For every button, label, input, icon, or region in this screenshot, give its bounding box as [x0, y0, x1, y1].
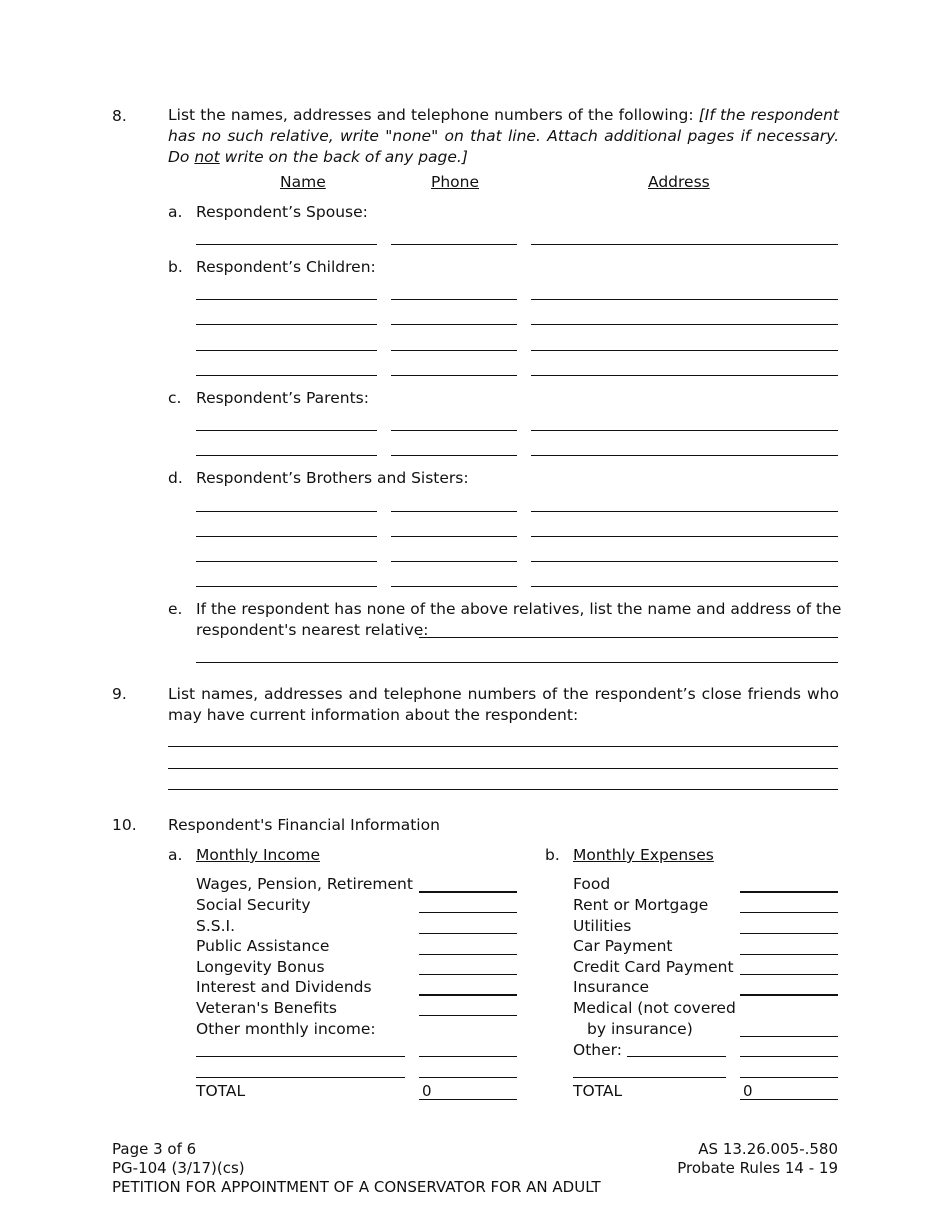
child-address-field[interactable] [531, 299, 838, 300]
parent-phone-field[interactable] [391, 455, 517, 456]
child-name-field[interactable] [196, 350, 377, 351]
item-8-intro [168, 105, 839, 168]
sibling-phone-field[interactable] [391, 586, 517, 587]
sibling-phone-field[interactable] [391, 511, 517, 512]
income-total-field[interactable]: 0 [419, 1082, 517, 1100]
expense-credit-card-label: Credit Card Payment [573, 958, 734, 976]
item-8b-letter: b. [168, 258, 183, 276]
sibling-phone-field[interactable] [391, 561, 517, 562]
item-8-instructions-a: [If the respondent has no such relative, write "none" on that line. Attach additional pages if necessary. Do [168, 106, 839, 166]
item-10-title: Respondent's Financial Information [168, 816, 440, 834]
item-8c-letter: c. [168, 389, 182, 407]
footer-form-number: PG-104 (3/17)(cs) [112, 1159, 245, 1177]
nearest-relative-field-2[interactable] [196, 662, 838, 663]
expense-car-payment-field[interactable] [740, 954, 838, 955]
income-veterans-label: Veteran's Benefits [196, 999, 337, 1017]
parent-name-field[interactable] [196, 430, 377, 431]
column-header-phone: Phone [431, 173, 480, 191]
child-name-field[interactable] [196, 299, 377, 300]
income-public-assistance-field[interactable] [419, 954, 517, 955]
expense-car-payment-label: Car Payment [573, 937, 673, 955]
child-address-field[interactable] [531, 350, 838, 351]
income-veterans-field[interactable] [419, 1015, 517, 1016]
expense-medical-label-cont: by insurance) [587, 1020, 693, 1038]
friend-field[interactable] [168, 746, 838, 747]
friend-field[interactable] [168, 789, 838, 790]
expenses-heading: Monthly Expenses [573, 846, 714, 864]
income-letter: a. [168, 846, 183, 864]
item-8d-label: Respondent’s Brothers and Sisters: [196, 469, 469, 487]
expense-other-amount-field-2[interactable] [740, 1077, 838, 1078]
footer-page-number: Page 3 of 6 [112, 1140, 197, 1158]
spouse-name-field[interactable] [196, 244, 377, 245]
expenses-letter: b. [545, 846, 560, 864]
item-9-text: List names, addresses and telephone numbers of the respondent’s close friends who may have current information about the respondent: [168, 685, 839, 724]
expense-insurance-label: Insurance [573, 978, 650, 996]
expense-rent-label: Rent or Mortgage [573, 896, 709, 914]
expense-food-label: Food [573, 875, 611, 893]
expense-other-label: Other: [573, 1041, 622, 1059]
item-8-instructions-not: not [194, 148, 220, 166]
income-ssi-label: S.S.I. [196, 917, 236, 935]
expense-other-description-field[interactable] [627, 1056, 726, 1057]
nearest-relative-field[interactable] [419, 637, 838, 638]
sibling-name-field[interactable] [196, 586, 377, 587]
expense-medical-field[interactable] [740, 1036, 838, 1037]
sibling-address-field[interactable] [531, 561, 838, 562]
income-wages-label: Wages, Pension, Retirement [196, 875, 413, 893]
income-longevity-bonus-field[interactable] [419, 974, 517, 975]
income-other-amount-field[interactable] [419, 1056, 517, 1057]
expenses-total-field[interactable]: 0 [740, 1082, 838, 1100]
child-phone-field[interactable] [391, 299, 517, 300]
item-8-intro-text: List the names, addresses and telephone numbers of the following: [168, 106, 699, 124]
expense-other-amount-field[interactable] [740, 1056, 838, 1057]
item-8e-text-line1: If the respondent has none of the above relatives, list the name and address of the [196, 600, 842, 618]
child-phone-field[interactable] [391, 350, 517, 351]
sibling-address-field[interactable] [531, 536, 838, 537]
parent-phone-field[interactable] [391, 430, 517, 431]
expense-rent-field[interactable] [740, 912, 838, 913]
item-8d-letter: d. [168, 469, 183, 487]
expense-other-description-field-2[interactable] [573, 1077, 726, 1078]
footer-statute: AS 13.26.005-.580 [698, 1140, 838, 1158]
income-other-label: Other monthly income: [196, 1020, 376, 1038]
income-interest-label: Interest and Dividends [196, 978, 372, 996]
income-total-label: TOTAL [196, 1082, 246, 1100]
child-name-field[interactable] [196, 324, 377, 325]
footer-form-title: PETITION FOR APPOINTMENT OF A CONSERVATOR FOR AN ADULT [112, 1178, 601, 1196]
column-header-name: Name [280, 173, 326, 191]
expense-insurance-field[interactable] [740, 994, 838, 996]
item-8a-letter: a. [168, 203, 183, 221]
income-interest-field[interactable] [419, 994, 517, 996]
child-phone-field[interactable] [391, 375, 517, 376]
sibling-name-field[interactable] [196, 536, 377, 537]
expense-medical-label: Medical (not covered [573, 999, 736, 1017]
item-8c-label: Respondent’s Parents: [196, 389, 369, 407]
income-longevity-bonus-label: Longevity Bonus [196, 958, 325, 976]
income-social-security-label: Social Security [196, 896, 311, 914]
sibling-name-field[interactable] [196, 561, 377, 562]
parent-address-field[interactable] [531, 455, 838, 456]
parent-address-field[interactable] [531, 430, 838, 431]
item-8a-label: Respondent’s Spouse: [196, 203, 368, 221]
income-heading: Monthly Income [196, 846, 321, 864]
spouse-address-field[interactable] [531, 244, 838, 245]
sibling-phone-field[interactable] [391, 536, 517, 537]
column-header-address: Address [648, 173, 710, 191]
child-name-field[interactable] [196, 375, 377, 376]
footer-rules: Probate Rules 14 - 19 [677, 1159, 838, 1177]
expense-utilities-field[interactable] [740, 933, 838, 934]
expense-utilities-label: Utilities [573, 917, 632, 935]
child-phone-field[interactable] [391, 324, 517, 325]
income-other-amount-field-2[interactable] [419, 1077, 517, 1078]
child-address-field[interactable] [531, 375, 838, 376]
item-8e-text-line2: respondent's nearest relative: [196, 621, 429, 639]
expenses-total-label: TOTAL [573, 1082, 623, 1100]
item-8-number: 8. [112, 107, 127, 125]
item-8-instructions-b: write on the back of any page.] [219, 148, 468, 166]
sibling-address-field[interactable] [531, 586, 838, 587]
sibling-address-field[interactable] [531, 511, 838, 512]
expense-credit-card-field[interactable] [740, 974, 838, 975]
income-other-description-field[interactable] [196, 1056, 405, 1057]
item-9-number: 9. [112, 685, 127, 703]
spouse-phone-field[interactable] [391, 244, 517, 245]
parent-name-field[interactable] [196, 455, 377, 456]
income-public-assistance-label: Public Assistance [196, 937, 330, 955]
child-address-field[interactable] [531, 324, 838, 325]
item-8b-label: Respondent’s Children: [196, 258, 376, 276]
income-other-description-field-2[interactable] [196, 1077, 405, 1078]
income-wages-field[interactable] [419, 891, 517, 893]
income-ssi-field[interactable] [419, 933, 517, 934]
friend-field[interactable] [168, 768, 838, 769]
item-8e-letter: e. [168, 600, 183, 618]
expense-food-field[interactable] [740, 891, 838, 893]
income-social-security-field[interactable] [419, 912, 517, 913]
sibling-name-field[interactable] [196, 511, 377, 512]
item-10-number: 10. [112, 816, 137, 834]
